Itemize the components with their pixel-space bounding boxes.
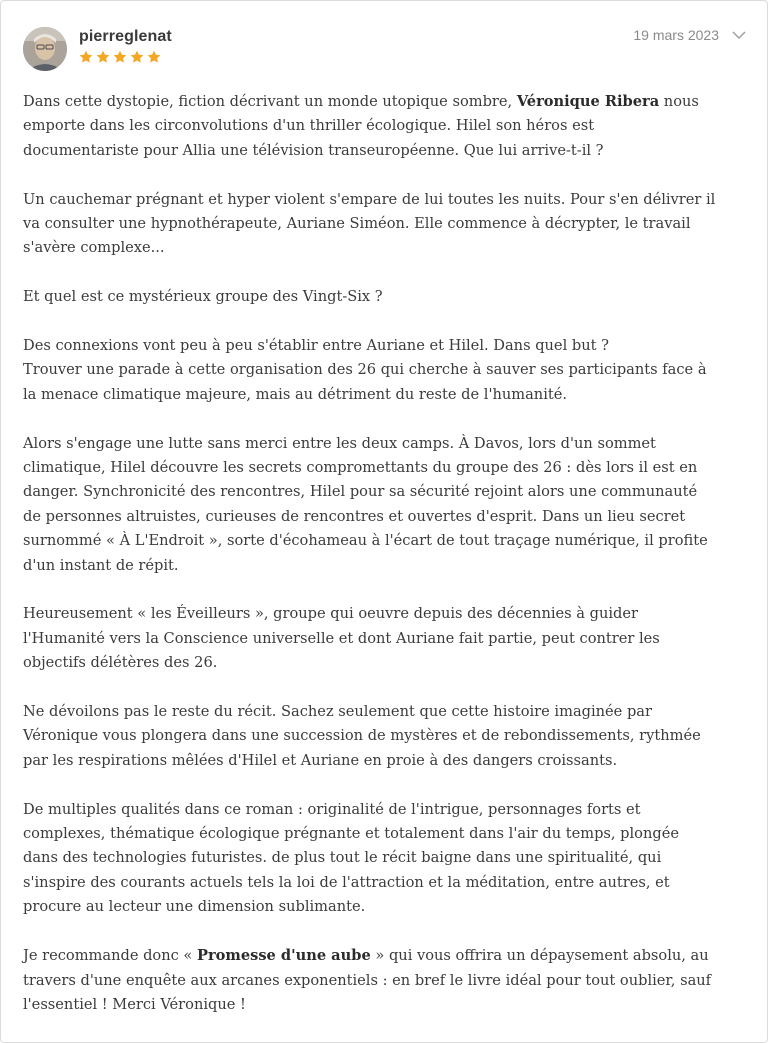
review-text: » qui vous offrira un dépaysement absolu, au	[370, 947, 709, 965]
review-text: l'Humanité vers la Conscience universelle et dont Auriane fait partie, peut contrer les	[23, 629, 660, 647]
emphasis-text: Véronique Ribera	[516, 93, 660, 110]
review-text: la menace climatique majeure, mais au détriment du reste de l'humanité.	[23, 385, 568, 403]
star-icon	[112, 49, 128, 65]
review-paragraph	[23, 334, 753, 407]
review-header	[23, 27, 747, 75]
review-text: Trouver une parade à cette organisation des 26 qui cherche à sauver ses participants face à	[23, 361, 707, 379]
review-text: emporte dans les circonvolutions d'un thriller écologique. Hilel son héros est	[23, 117, 595, 135]
review-paragraph	[23, 798, 753, 920]
review-paragraph	[23, 602, 753, 675]
author-name[interactable]: pierreglenat	[79, 28, 172, 45]
review-text: nous	[659, 93, 699, 110]
review-text: d'un instant de répit.	[23, 556, 179, 574]
review-body	[23, 90, 753, 1017]
review-text: objectifs délétères des 26.	[23, 654, 218, 672]
chevron-down-icon[interactable]	[731, 28, 747, 42]
review-paragraph	[23, 285, 753, 309]
review-paragraph	[23, 432, 753, 578]
review-text: surnommé « À L'Endroit », sorte d'écohameau à l'écart de tout traçage numérique, il profite	[23, 532, 708, 550]
review-text: Un cauchemar prégnant et hyper violent s'empare de lui toutes les nuits. Pour s'en délivrer il	[23, 190, 716, 208]
review-date: 19 mars 2023	[633, 27, 719, 43]
avatar-photo	[23, 27, 67, 71]
star-icon	[78, 49, 94, 65]
review-text: Des connexions vont peu à peu s'établir entre Auriane et Hilel. Dans quel but ?	[23, 337, 609, 355]
rating-stars	[78, 49, 162, 65]
review-text: procure au lecteur une dimension sublimante.	[23, 898, 366, 916]
review-text: va consulter une hypnothérapeute, Auriane Siméon. Elle commence à décrypter, le travail	[23, 215, 691, 233]
review-text: travers d'une enquête aux arcanes exponentiels : en bref le livre idéal pour tout oublier, sauf	[23, 971, 712, 989]
review-text: Alors s'engage une lutte sans merci entre les deux camps. À Davos, lors d'un sommet	[23, 434, 656, 452]
star-icon	[129, 49, 145, 65]
review-paragraph	[23, 944, 753, 1017]
avatar[interactable]	[23, 27, 67, 71]
review-text: l'essentiel ! Merci Véronique !	[23, 995, 246, 1013]
review-text: documentariste pour Allia une télévision transeuropéenne. Que lui arrive-t-il ?	[23, 141, 604, 159]
emphasis-text: Promesse d'une aube	[197, 947, 371, 965]
star-icon	[146, 49, 162, 65]
review-paragraph	[23, 90, 753, 163]
review-text: dans des technologies futuristes. de plus tout le récit baigne dans une spiritualité, qui	[23, 849, 662, 867]
review-text: De multiples qualités dans ce roman : originalité de l'intrigue, personnages forts et	[23, 800, 641, 818]
review-text: s'avère complexe...	[23, 239, 165, 257]
star-icon	[95, 49, 111, 65]
review-text: de personnes altruistes, curieuses de rencontres et ouvertes d'esprit. Dans un lieu secret	[23, 507, 686, 525]
review-text: Véronique vous plongera dans une succession de mystères et de rebondissements, rythmée	[23, 727, 701, 745]
review-paragraph	[23, 188, 753, 261]
review-text: Ne dévoilons pas le reste du récit. Sachez seulement que cette histoire imaginée par	[23, 703, 652, 721]
review-text: danger. Synchronicité des rencontres, Hilel pour sa sécurité rejoint alors une communauté	[23, 483, 698, 501]
review-text: complexes, thématique écologique prégnante et totalement dans l'air du temps, plongée	[23, 825, 679, 843]
review-text: s'inspire des courants actuels tels la loi de l'attraction et la méditation, entre autres, et	[23, 873, 670, 891]
review-text: Et quel est ce mystérieux groupe des Vingt-Six ?	[23, 288, 383, 306]
review-text: Je recommande donc «	[23, 947, 197, 965]
review-text: par les respirations mêlées d'Hilel et Auriane en proie à des dangers croissants.	[23, 751, 618, 769]
review-text: Heureusement « les Éveilleurs », groupe qui oeuvre depuis des décennies à guider	[23, 605, 638, 623]
review-text: Dans cette dystopie, fiction décrivant un monde utopique sombre,	[23, 93, 517, 110]
review-paragraph	[23, 700, 753, 773]
review-text: climatique, Hilel découvre les secrets compromettants du groupe des 26 : dès lors il est en	[23, 459, 698, 477]
